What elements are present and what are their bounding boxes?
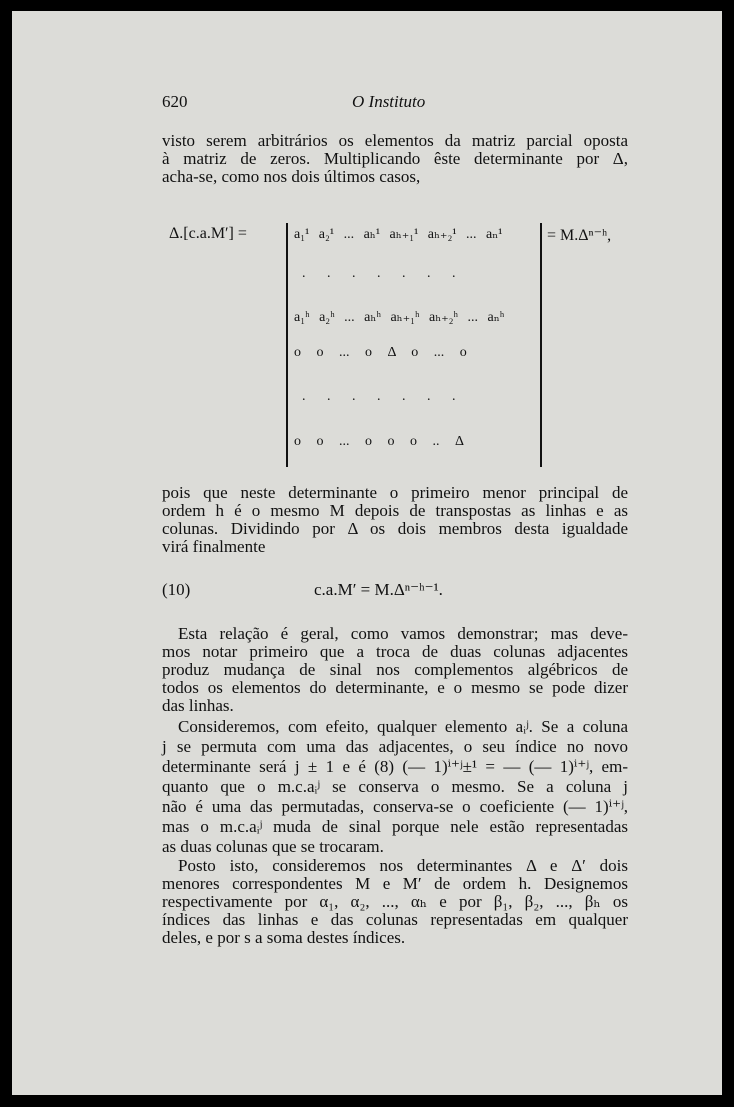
para2-line4: virá finalmente (162, 537, 266, 556)
para2-line1: pois que neste determinante o primeiro menor principal de (162, 483, 628, 502)
para3-line5: das linhas. (162, 696, 234, 715)
equation-formula: c.a.M′ = M.Δⁿ⁻ʰ⁻¹. (314, 580, 443, 599)
matrix-left-bar (286, 223, 288, 467)
matrix-dots-2: . . . . . . . (302, 389, 456, 404)
para5-line4: índices das linhas e das colunas representadas em qualquer (162, 910, 628, 929)
para2-line2: ordem h é o mesmo M depois de transpostas as linhas e as (162, 501, 628, 520)
matrix-row-h: a₁ʰ a₂ʰ ... aₕʰ aₕ₊₁ʰ aₕ₊₂ʰ ... aₙʰ (294, 310, 505, 325)
para3-line2: mos notar primeiro que a troca de duas colunas adjacentes (162, 642, 628, 661)
para5-line3: respectivamente por α₁, α₂, ..., αₕ e por β₁, β₂, ..., βₕ os (162, 892, 628, 911)
matrix-row-zero: o o ... o Δ o ... o (294, 345, 467, 360)
matrix-dots-1: . . . . . . . (302, 266, 456, 281)
para4-line5: não é uma das permutadas, conserva-se o coeficiente (— 1)ⁱ⁺ʲ, (162, 797, 628, 816)
matrix-right-bar (540, 223, 542, 467)
para4-line2: j se permuta com uma das adjacentes, o seu índice no novo (162, 737, 628, 756)
equation-number: (10) (162, 580, 191, 599)
para4-line4: quanto que o m.c.aᵢʲ se conserva o mesmo. Se a coluna j (162, 777, 628, 796)
para3-line3: produz mudança de sinal nos complementos algébricos de (162, 660, 628, 679)
para5-line1: Posto isto, consideremos nos determinantes Δ e Δ′ dois (178, 856, 628, 875)
matrix-rhs: = M.Δⁿ⁻ʰ, (547, 227, 612, 244)
page-number: 620 (162, 92, 188, 111)
matrix-row-last: o o ... o o o .. Δ (294, 434, 465, 449)
para3-line4: todos os elementos do determinante, e o mesmo se pode dizer (162, 678, 628, 697)
para1-line2: à matriz de zeros. Multiplicando êste determinante por Δ, (162, 149, 628, 168)
para5-line2: menores correspondentes M e M′ de ordem h. Designemos (162, 874, 628, 893)
para4-line6: mas o m.c.aᵢʲ muda de sinal porque nele estão representadas (162, 817, 628, 836)
para2-line3: colunas. Dividindo por Δ os dois membros desta igualdade (162, 519, 628, 538)
para1-line1: visto serem arbitrários os elementos da matriz parcial oposta (162, 131, 628, 150)
para4-line3: determinante será j ± 1 e é (8) (— 1)ⁱ⁺ʲ±¹ = — (— 1)ⁱ⁺ʲ, em- (162, 757, 628, 776)
para3-line1: Esta relação é geral, como vamos demonstrar; mas deve- (178, 624, 628, 643)
para5-line5: deles, e por s a soma destes índices. (162, 928, 406, 947)
book-page (12, 11, 722, 1095)
para1-line3: acha-se, como nos dois últimos casos, (162, 167, 421, 186)
para4-line7: as duas colunas que se trocaram. (162, 837, 384, 856)
para4-line1: Consideremos, com efeito, qualquer elemento aᵢʲ. Se a coluna (178, 717, 628, 736)
running-title: O Instituto (352, 92, 426, 111)
matrix-row-1: a₁¹ a₂¹ ... aₕ¹ aₕ₊₁¹ aₕ₊₂¹ ... aₙ¹ (294, 227, 503, 242)
matrix-lhs: Δ.[c.a.M′] = (169, 225, 247, 242)
